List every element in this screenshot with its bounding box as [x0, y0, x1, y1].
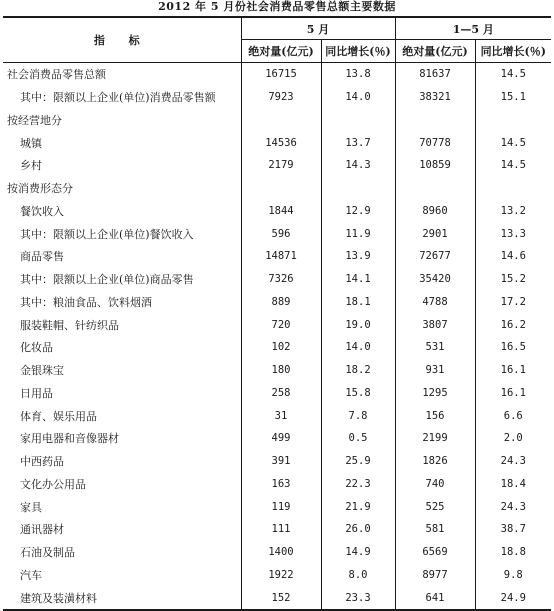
table-row — [3, 564, 551, 587]
row-label: 文化办公用品 — [3, 473, 241, 496]
ytd-abs-cell: 2901 — [395, 222, 475, 245]
ytd-abs-cell: 931 — [395, 359, 475, 382]
may-abs-cell: 14871 — [241, 245, 321, 268]
row-label: 石油及制品 — [3, 541, 241, 564]
may-abs-cell: 119 — [241, 495, 321, 518]
may-abs-cell: 1400 — [241, 541, 321, 564]
ytd-yoy-cell — [475, 177, 551, 200]
may-abs-cell: 889 — [241, 291, 321, 314]
row-label: 餐饮收入 — [3, 200, 241, 223]
jan-may-group-header: 1—5 月 — [395, 17, 551, 40]
table-row — [3, 245, 551, 268]
ytd-abs-cell: 70778 — [395, 131, 475, 154]
table-row — [3, 359, 551, 382]
ytd-yoy-cell: 24.3 — [500, 455, 526, 468]
ytd-yoy-cell: 9.8 — [503, 568, 523, 581]
ytd-abs-cell: 1295 — [395, 382, 475, 405]
may-yoy-cell: 11.9 — [321, 222, 395, 245]
may-abs-cell: 2179 — [241, 154, 321, 177]
ytd-abs-cell: 72677 — [395, 245, 475, 268]
may-yoy-cell: 22.3 — [321, 473, 395, 496]
table-row — [3, 495, 551, 518]
ytd-yoy-cell: 2.0 — [503, 432, 523, 445]
may-yoy-cell: 13.8 — [321, 63, 395, 86]
may-abs-cell: 152 — [241, 586, 321, 610]
may-yoy-cell: 21.9 — [321, 495, 395, 518]
ytd-yoy-cell: 15.2 — [500, 273, 526, 286]
ytd-yoy-header: 同比增长(％) — [475, 40, 551, 63]
may-yoy-cell: 14.0 — [321, 336, 395, 359]
ytd-yoy-cell: 16.2 — [500, 318, 526, 331]
row-label: 其中：粮油食品、饮料烟酒 — [3, 291, 241, 314]
ytd-abs-cell: 740 — [395, 473, 475, 496]
table-row — [3, 63, 551, 86]
row-label: 日用品 — [3, 382, 241, 405]
table-row — [3, 109, 551, 132]
may-abs-cell: 596 — [241, 222, 321, 245]
may-yoy-header: 同比增长(％) — [321, 40, 395, 63]
table-row — [3, 427, 551, 450]
may-abs-cell: 7923 — [241, 86, 321, 109]
may-yoy-cell: 14.1 — [321, 268, 395, 291]
ytd-yoy-cell: 16.1 — [500, 386, 526, 399]
row-label: 按消费形态分 — [3, 177, 241, 200]
may-yoy-cell: 13.7 — [321, 131, 395, 154]
ytd-abs-cell: 8960 — [395, 200, 475, 223]
may-yoy-cell: 18.1 — [321, 291, 395, 314]
may-abs-cell: 499 — [241, 427, 321, 450]
ytd-yoy-cell: 14.5 — [500, 136, 526, 149]
table-row — [3, 450, 551, 473]
ytd-abs-cell — [395, 177, 475, 200]
may-yoy-cell: 18.2 — [321, 359, 395, 382]
row-label: 商品零售 — [3, 245, 241, 268]
ytd-yoy-cell: 24.9 — [475, 586, 551, 610]
ytd-abs-cell: 1826 — [395, 450, 475, 473]
indicator-header: 指 标 — [3, 17, 241, 63]
may-abs-cell — [241, 109, 321, 132]
ytd-abs-cell: 10859 — [395, 154, 475, 177]
table-body — [3, 63, 551, 611]
may-yoy-cell: 7.8 — [321, 404, 395, 427]
may-yoy-cell: 23.3 — [321, 586, 395, 610]
may-abs-cell: 180 — [241, 359, 321, 382]
ytd-abs-cell: 38321 — [395, 86, 475, 109]
row-label: 金银珠宝 — [3, 359, 241, 382]
row-label: 其中：限额以上企业(单位)餐饮收入 — [3, 222, 241, 245]
table-row — [3, 473, 551, 496]
ytd-yoy-cell: 18.8 — [500, 546, 526, 559]
ytd-yoy-cell: 17.2 — [500, 295, 526, 308]
ytd-yoy-cell: 16.5 — [500, 341, 526, 354]
row-label: 中西药品 — [3, 450, 241, 473]
row-label: 家用电器和音像器材 — [3, 427, 241, 450]
may-yoy-cell: 14.0 — [321, 86, 395, 109]
may-yoy-cell: 26.0 — [321, 518, 395, 541]
ytd-yoy-cell: 6.6 — [503, 409, 523, 422]
ytd-abs-cell: 581 — [395, 518, 475, 541]
may-yoy-cell: 19.0 — [321, 313, 395, 336]
table-title: 2012 年 5 月份社会消费品零售总额主要数据 — [158, 0, 396, 13]
ytd-abs-cell: 156 — [395, 404, 475, 427]
may-abs-cell: 1922 — [241, 564, 321, 587]
ytd-yoy-cell: 15.1 — [500, 91, 526, 104]
row-label: 汽车 — [3, 564, 241, 587]
row-label: 通讯器材 — [3, 518, 241, 541]
may-abs-cell: 111 — [241, 518, 321, 541]
ytd-abs-cell: 2199 — [395, 427, 475, 450]
ytd-abs-cell: 6569 — [395, 541, 475, 564]
may-abs-cell: 7326 — [241, 268, 321, 291]
may-yoy-cell — [321, 177, 395, 200]
may-abs-cell: 1844 — [241, 200, 321, 223]
ytd-abs-cell: 3807 — [395, 313, 475, 336]
may-abs-header: 绝对量(亿元) — [241, 40, 321, 63]
ytd-abs-cell: 525 — [395, 495, 475, 518]
table-row — [3, 268, 551, 291]
may-yoy-cell: 14.9 — [321, 541, 395, 564]
row-label: 社会消费品零售总额 — [3, 63, 241, 86]
ytd-abs-header: 绝对量(亿元) — [395, 40, 475, 63]
ytd-abs-cell: 81637 — [395, 63, 475, 86]
table-row — [3, 336, 551, 359]
ytd-yoy-cell: 14.5 — [500, 159, 526, 172]
table-row — [3, 291, 551, 314]
row-label: 家具 — [3, 495, 241, 518]
retail-sales-table — [3, 16, 551, 611]
may-abs-cell — [241, 177, 321, 200]
ytd-yoy-cell: 14.5 — [500, 68, 526, 81]
table-row — [3, 200, 551, 223]
table-row — [3, 586, 551, 610]
ytd-abs-cell: 641 — [395, 586, 475, 610]
ytd-abs-cell: 531 — [395, 336, 475, 359]
may-yoy-cell: 13.9 — [321, 245, 395, 268]
ytd-yoy-cell: 16.1 — [500, 364, 526, 377]
may-abs-cell: 163 — [241, 473, 321, 496]
table-row — [3, 404, 551, 427]
row-label: 服装鞋帽、针纺织品 — [3, 313, 241, 336]
row-label: 化妆品 — [3, 336, 241, 359]
may-yoy-cell — [321, 109, 395, 132]
ytd-yoy-cell: 38.7 — [500, 523, 526, 536]
ytd-yoy-cell: 13.3 — [500, 227, 526, 240]
table-row — [3, 154, 551, 177]
row-label: 其中：限额以上企业(单位)消费品零售额 — [3, 86, 241, 109]
row-label: 体育、娱乐用品 — [3, 404, 241, 427]
may-abs-cell: 102 — [241, 336, 321, 359]
ytd-abs-cell: 8977 — [395, 564, 475, 587]
may-yoy-cell: 12.9 — [321, 200, 395, 223]
row-label: 乡村 — [3, 154, 241, 177]
ytd-abs-cell: 35420 — [395, 268, 475, 291]
row-label: 城镇 — [3, 131, 241, 154]
may-abs-cell: 14536 — [241, 131, 321, 154]
may-yoy-cell: 14.3 — [321, 154, 395, 177]
row-label: 其中：限额以上企业(单位)商品零售 — [3, 268, 241, 291]
ytd-yoy-cell: 18.4 — [500, 477, 526, 490]
ytd-yoy-cell: 13.2 — [500, 204, 526, 217]
may-abs-cell: 16715 — [241, 63, 321, 86]
table-row — [3, 222, 551, 245]
row-label: 建筑及装潢材料 — [3, 586, 241, 610]
ytd-abs-cell — [395, 109, 475, 132]
may-yoy-cell: 0.5 — [321, 427, 395, 450]
may-abs-cell: 31 — [241, 404, 321, 427]
may-abs-cell: 391 — [241, 450, 321, 473]
may-abs-cell: 720 — [241, 313, 321, 336]
may-group-header: 5 月 — [241, 17, 395, 40]
table-row — [3, 131, 551, 154]
table-row — [3, 541, 551, 564]
may-yoy-cell: 25.9 — [321, 450, 395, 473]
table-row — [3, 518, 551, 541]
table-row — [3, 177, 551, 200]
ytd-yoy-cell — [475, 109, 551, 132]
ytd-abs-cell: 4788 — [395, 291, 475, 314]
row-label: 按经营地分 — [3, 109, 241, 132]
table-row — [3, 86, 551, 109]
may-yoy-cell: 8.0 — [321, 564, 395, 587]
may-abs-cell: 258 — [241, 382, 321, 405]
table-header — [3, 17, 551, 63]
table-row — [3, 313, 551, 336]
table-row — [3, 382, 551, 405]
ytd-yoy-cell: 24.3 — [500, 500, 526, 513]
may-yoy-cell: 15.8 — [321, 382, 395, 405]
ytd-yoy-cell: 14.6 — [500, 250, 526, 263]
